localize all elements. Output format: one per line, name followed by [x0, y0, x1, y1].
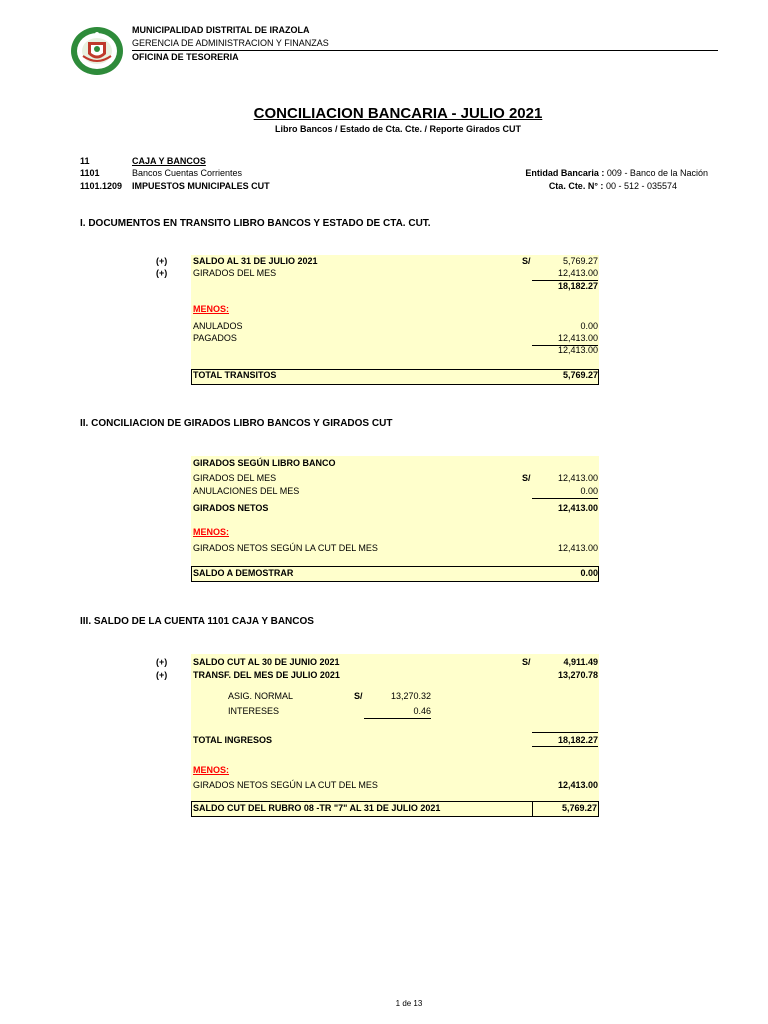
- bank-account-label: Cta. Cte. N° :: [548, 181, 604, 191]
- anulados-label: ANULADOS: [193, 321, 243, 331]
- header-municipality: MUNICIPALIDAD DISTRITAL DE IRAZOLA: [132, 25, 310, 35]
- transf-value: 13,270.78: [557, 670, 598, 680]
- bank-account: [549, 181, 677, 191]
- girados-label: GIRADOS DEL MES: [193, 473, 277, 483]
- asig-normal-value: 13,270.32: [390, 691, 431, 701]
- saldo-cut-value: 4,911.49: [563, 657, 598, 667]
- account-name: CAJA Y BANCOS: [132, 156, 206, 166]
- pagados-value: 12,413.00: [557, 333, 598, 343]
- sign-plus: (+): [156, 268, 168, 278]
- menos-label: MENOS:: [193, 765, 229, 775]
- account-code: 1101.1209: [80, 181, 123, 191]
- account-code: 1101: [80, 168, 100, 178]
- bank-entity: [525, 168, 708, 178]
- page-subtitle: Libro Bancos / Estado de Cta. Cte. / Reporte Girados CUT: [274, 124, 522, 134]
- page-title: CONCILIACION BANCARIA - JULIO 2021: [253, 105, 543, 122]
- anulaciones-label: ANULACIONES DEL MES: [193, 486, 300, 496]
- cut-label: GIRADOS NETOS SEGÚN LA CUT DEL MES: [193, 543, 378, 553]
- sign-plus: (+): [156, 657, 168, 667]
- currency-symbol: S/: [522, 657, 531, 667]
- section-1-heading: I. DOCUMENTOS EN TRANSITO LIBRO BANCOS Y ESTADO DE CTA. CUT.: [80, 218, 431, 229]
- girados-value: 12,413.00: [557, 268, 598, 278]
- saldo-final-label: SALDO CUT DEL RUBRO 08 -TR "7" AL 31 DE JULIO 2021: [193, 803, 441, 813]
- saldo-value: 5,769.27: [562, 256, 598, 266]
- girados-label: GIRADOS DEL MES: [193, 268, 277, 278]
- total-transitos-value: 5,769.27: [562, 370, 598, 380]
- account-name: Bancos Cuentas Corrientes: [132, 168, 243, 178]
- anulaciones-value: 0.00: [580, 486, 598, 496]
- intereses-label: INTERESES: [228, 706, 280, 716]
- girados-libro-title: GIRADOS SEGÚN LIBRO BANCO: [193, 458, 336, 468]
- menos-label: MENOS:: [193, 304, 229, 314]
- section-3-heading: III. SALDO DE LA CUENTA 1101 CAJA Y BANCOS: [80, 616, 314, 627]
- header-office: OFICINA DE TESORERIA: [132, 52, 239, 62]
- saldo-demostrar-label: SALDO A DEMOSTRAR: [193, 568, 294, 578]
- cut-value: 12,413.00: [557, 780, 598, 790]
- section-2-heading: II. CONCILIACION DE GIRADOS LIBRO BANCOS Y GIRADOS CUT: [80, 418, 393, 429]
- saldo-demostrar-value: 0.00: [580, 568, 598, 578]
- cut-label: GIRADOS NETOS SEGÚN LA CUT DEL MES: [193, 780, 378, 790]
- subtotal-value: 18,182.27: [557, 281, 598, 291]
- transf-label: TRANSF. DEL MES DE JULIO 2021: [193, 670, 340, 680]
- sign-plus: (+): [156, 670, 168, 680]
- asig-normal-label: ASIG. NORMAL: [228, 691, 294, 701]
- page-number: 1 de 13: [395, 999, 423, 1008]
- saldo-label: SALDO AL 31 DE JULIO 2021: [193, 256, 318, 266]
- sum-line: [532, 498, 598, 499]
- saldo-cut-label: SALDO CUT AL 30 DE JUNIO 2021: [193, 657, 340, 667]
- sum-line: [532, 732, 598, 733]
- total-ingresos-value: 18,182.27: [557, 735, 598, 745]
- pagados-subtotal: 12,413.00: [557, 345, 598, 355]
- girados-value: 12,413.00: [557, 473, 598, 483]
- account-name: IMPUESTOS MUNICIPALES CUT: [132, 181, 270, 191]
- anulados-value: 0.00: [580, 321, 598, 331]
- sum-line: [532, 746, 598, 747]
- currency-symbol: S/: [522, 473, 531, 483]
- sign-plus: (+): [156, 256, 168, 266]
- sum-line: [364, 718, 431, 719]
- bank-account-value: 00 - 512 - 035574: [605, 181, 677, 191]
- header-divider: [132, 50, 718, 51]
- bank-entity-label: Entidad Bancaria :: [525, 168, 605, 178]
- header-department: GERENCIA DE ADMINISTRACION Y FINANZAS: [132, 38, 329, 48]
- total-transitos-label: TOTAL TRANSITOS: [193, 370, 277, 380]
- municipal-seal-logo: [70, 26, 124, 76]
- intereses-value: 0.46: [413, 706, 431, 716]
- girados-netos-value: 12,413.00: [557, 503, 598, 513]
- cut-value: 12,413.00: [557, 543, 598, 553]
- girados-netos-label: GIRADOS NETOS: [193, 503, 269, 513]
- bank-entity-value: 009 - Banco de la Nación: [606, 168, 708, 178]
- account-code: 11: [80, 156, 90, 166]
- currency-symbol: S/: [522, 256, 531, 266]
- pagados-label: PAGADOS: [193, 333, 237, 343]
- currency-symbol: S/: [354, 691, 363, 701]
- menos-label: MENOS:: [193, 527, 229, 537]
- total-ingresos-label: TOTAL INGRESOS: [193, 735, 273, 745]
- saldo-final-value: 5,769.27: [561, 803, 597, 813]
